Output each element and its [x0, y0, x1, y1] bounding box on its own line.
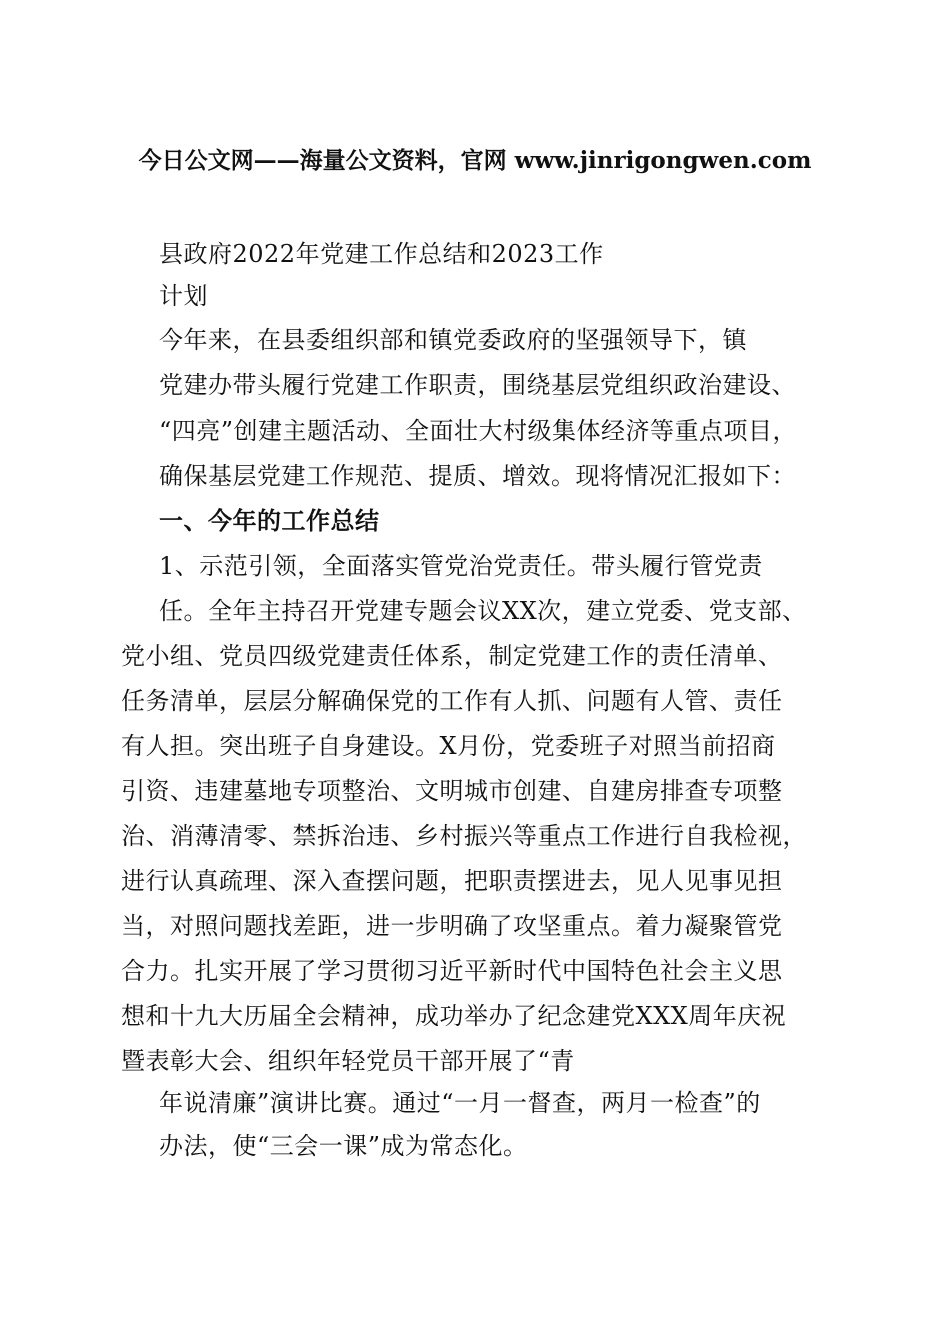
- body-paragraph-line: 1、示范引领，全面落实管党治党责任。带头履行管党责: [159, 552, 763, 580]
- body-paragraph-line: 当，对照问题找差距，进一步明确了攻坚重点。着力凝聚管党: [121, 912, 783, 940]
- intro-paragraph-line: 确保基层党建工作规范、提质、增效。现将情况汇报如下：: [159, 462, 796, 490]
- body-paragraph-line: 引资、违建墓地专项整治、文明城市创建、自建房排查专项整: [121, 777, 783, 805]
- document-title-line-1: 县政府2022年党建工作总结和2023工作: [159, 240, 604, 268]
- section-heading: 一、今年的工作总结: [159, 506, 380, 535]
- intro-paragraph-line: 今年来，在县委组织部和镇党委政府的坚强领导下，镇: [159, 326, 747, 354]
- body-paragraph-line: 办法，使“三会一课”成为常态化。: [159, 1132, 528, 1160]
- body-paragraph-line: 年说清廉”演讲比赛。通过“一月一督查，两月一检查”的: [159, 1089, 761, 1117]
- intro-paragraph-line: 党建办带头履行党建工作职责，围绕基层党组织政治建设、: [159, 371, 796, 399]
- body-paragraph-line: 有人担。突出班子自身建设。X月份，党委班子对照当前招商: [121, 732, 776, 760]
- body-paragraph-line: 想和十九大历届全会精神，成功举办了纪念建党XXX周年庆祝: [121, 1002, 787, 1030]
- header-banner: 今日公文网——海量公文资料，官网 www.jinrigongwen.com: [138, 147, 812, 174]
- document-title-line-2: 计划: [159, 282, 208, 310]
- body-paragraph-line: 暨表彰大会、组织年轻党员干部开展了“青: [121, 1047, 575, 1075]
- intro-paragraph-line: “四亮”创建主题活动、全面壮大村级集体经济等重点项目，: [159, 417, 798, 445]
- body-paragraph-line: 任务清单，层层分解确保党的工作有人抓、问题有人管、责任: [121, 687, 783, 715]
- body-paragraph-line: 合力。扎实开展了学习贯彻习近平新时代中国特色社会主义思: [121, 957, 783, 985]
- body-paragraph-line: 进行认真疏理、深入查摆问题，把职责摆进去，见人见事见担: [121, 867, 783, 895]
- body-paragraph-line: 任。全年主持召开党建专题会议XX次，建立党委、党支部、: [159, 597, 807, 625]
- body-paragraph-line: 党小组、党员四级党建责任体系，制定党建工作的责任清单、: [121, 642, 783, 670]
- body-paragraph-line: 治、消薄清零、禁拆治违、乡村振兴等重点工作进行自我检视，: [121, 822, 807, 850]
